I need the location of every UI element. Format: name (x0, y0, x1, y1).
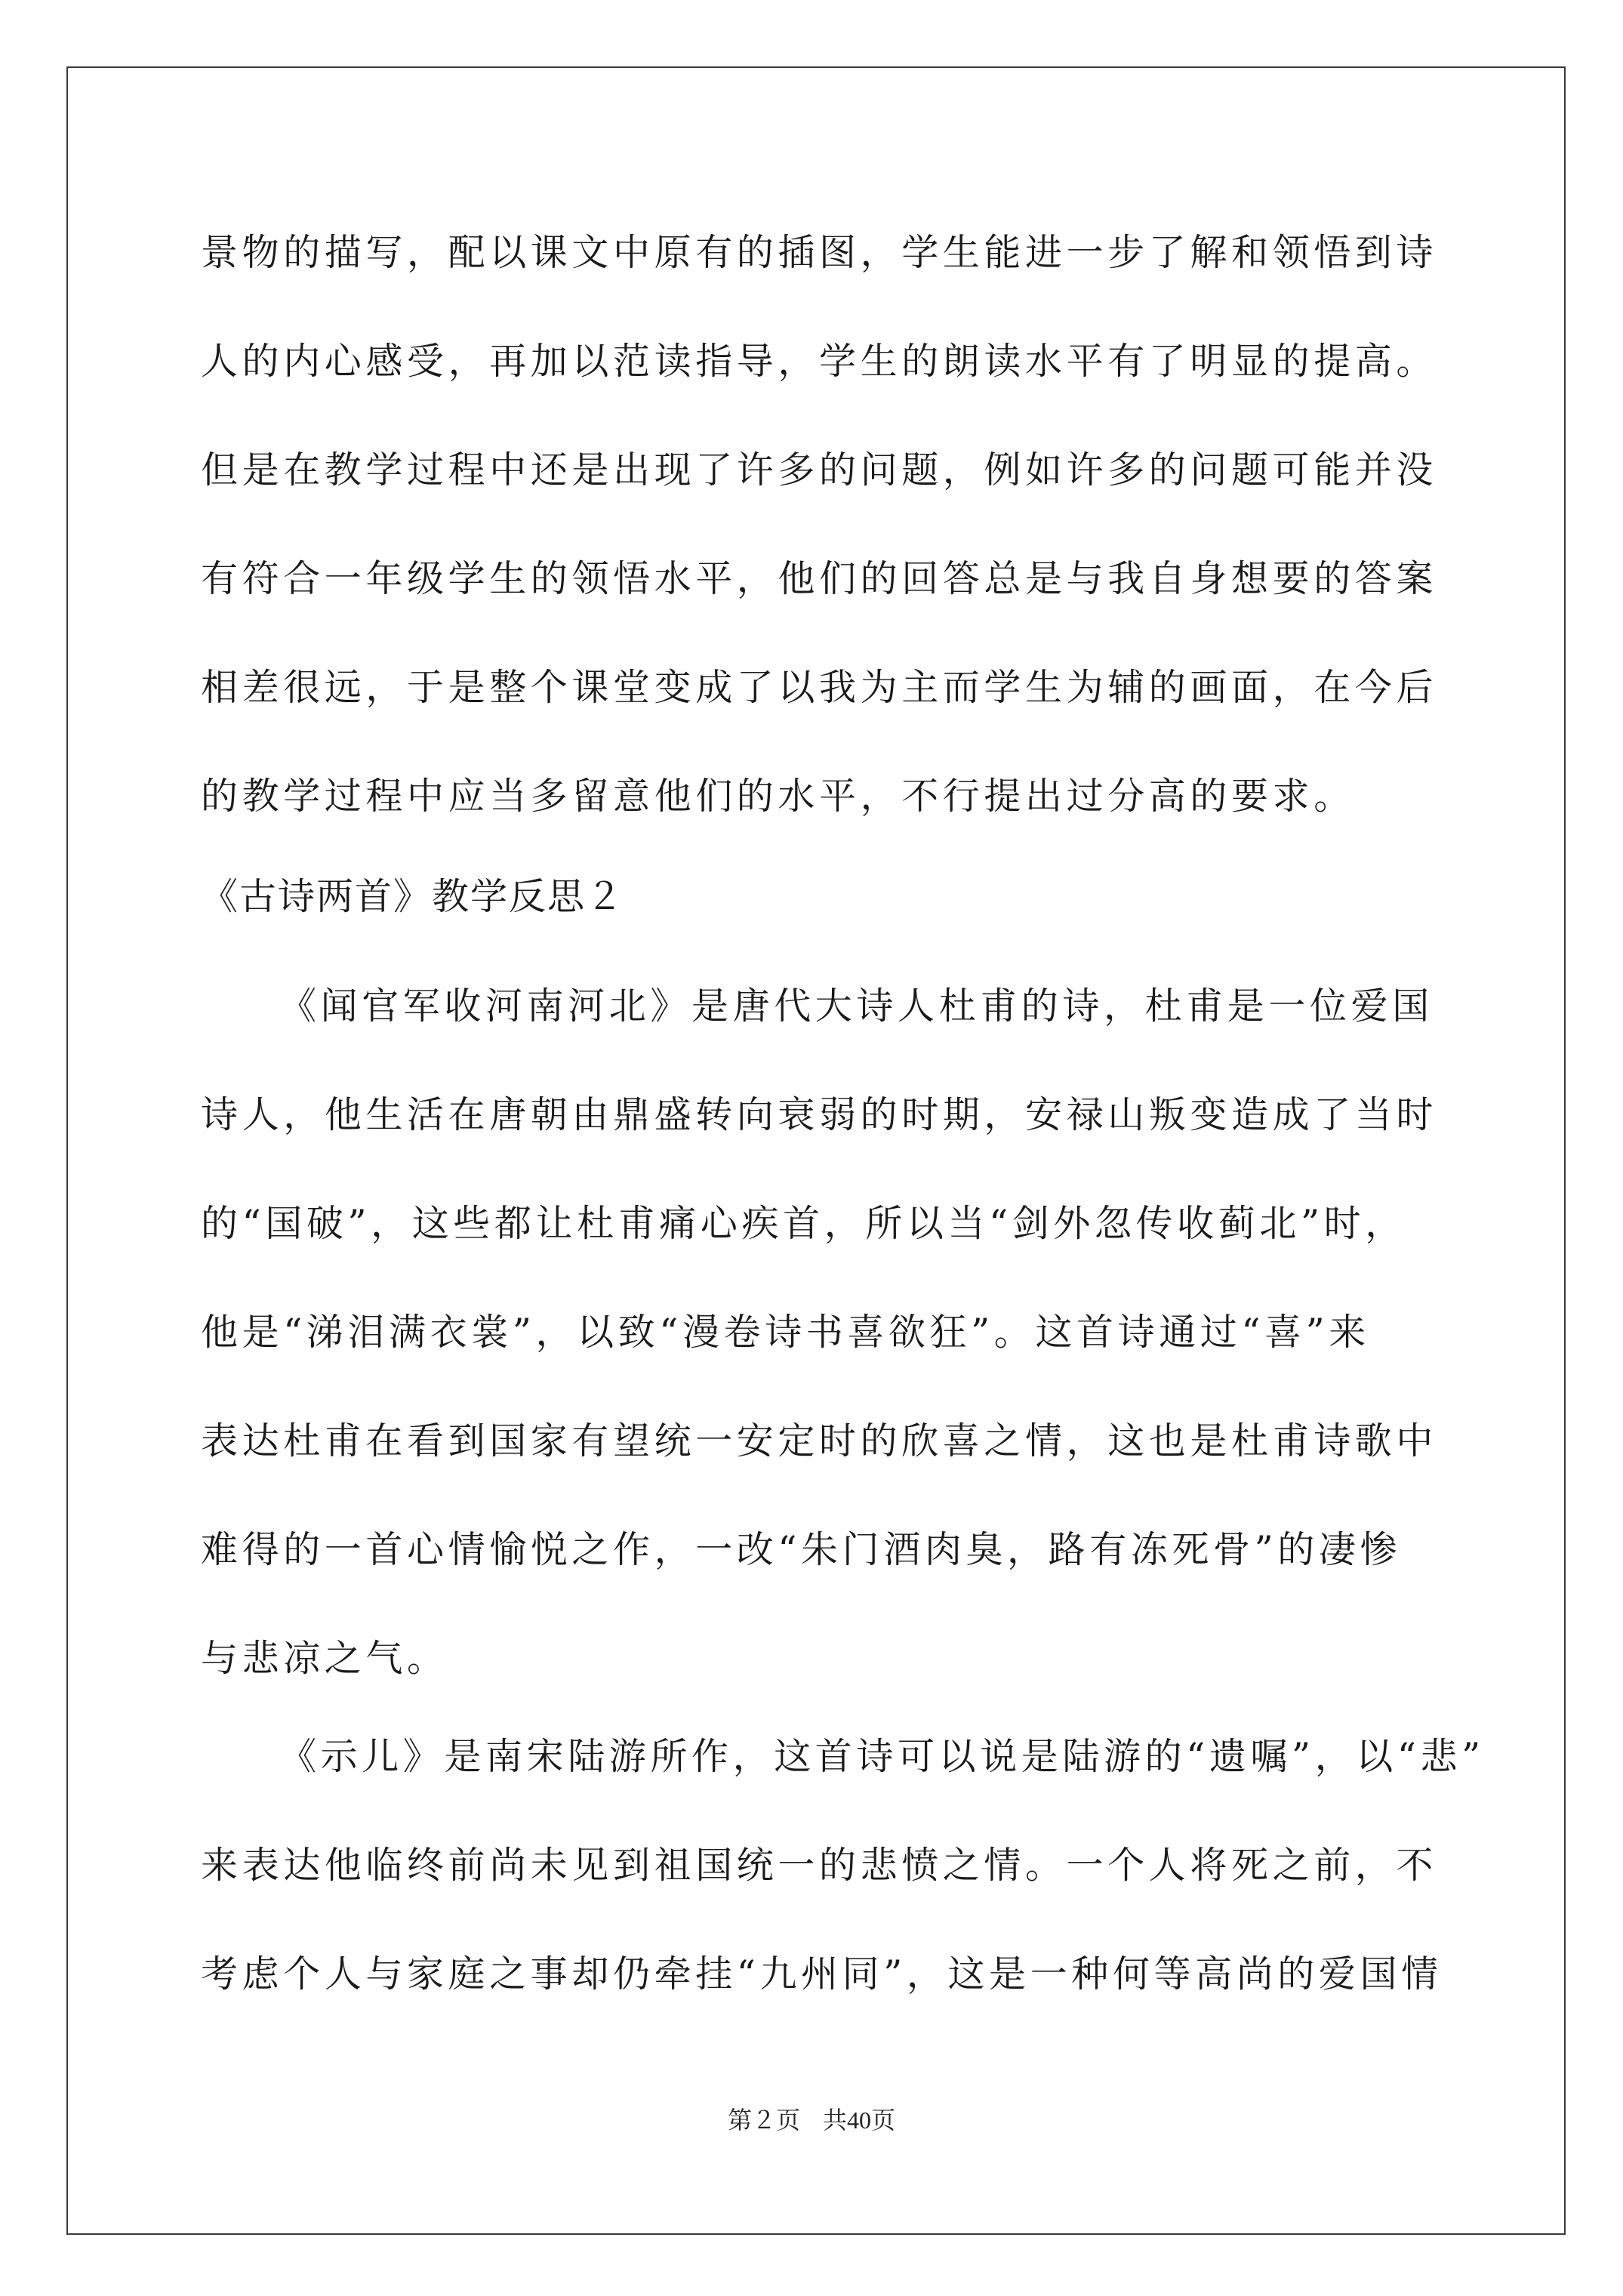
body-line: 诗人，他生活在唐朝由鼎盛转向衰弱的时期，安禄山叛变造成了当时 (201, 1093, 1438, 1136)
body-line: 《示儿》是南宋陆游所作，这首诗可以说是陆游的“遗嘱”，以“悲” (279, 1735, 1485, 1778)
body-line: 的“国破”，这些都让杜甫痛心疾首，所以当“剑外忽传收蓟北”时， (201, 1202, 1406, 1245)
body-line: 表达杜甫在看到国家有望统一安定时的欣喜之情，这也是杜甫诗歌中 (201, 1419, 1438, 1462)
body-line: 难得的一首心情愉悦之作，一改“朱门酒肉臭，路有冻死骨”的凄惨 (201, 1528, 1402, 1571)
page-total: 共40页 (823, 2106, 896, 2134)
body-line: 与悲凉之气。 (201, 1637, 448, 1680)
body-line: 但是在教学过程中还是出现了许多的问题，例如许多的问题可能并没 (201, 448, 1438, 492)
body-line: 人的内心感受，再加以范读指导，学生的朗读水平有了明显的提高。 (201, 340, 1438, 383)
body-line: 的教学过程中应当多留意他们的水平，不行提出过分高的要求。 (201, 775, 1355, 818)
body-line: 景物的描写，配以课文中原有的插图，学生能进一步了解和领悟到诗 (201, 231, 1438, 274)
body-line: 考虑个人与家庭之事却仍牵挂“九州同”，这是一种何等高尚的爱国情 (201, 1952, 1443, 1996)
page-border (66, 66, 1566, 2235)
body-line: 他是“涕泪满衣裳”，以致“漫卷诗书喜欲狂”。这首诗通过“喜”来 (201, 1311, 1370, 1354)
page-number: 第２页 (727, 2106, 800, 2134)
body-line: 有符合一年级学生的领悟水平，他们的回答总是与我自身想要的答案 (201, 557, 1438, 600)
section-heading: 《古诗两首》教学反思２ (201, 875, 625, 918)
body-line: 来表达他临终前尚未见到祖国统一的悲愤之情。一个人将死之前，不 (201, 1844, 1438, 1887)
page-footer (0, 2105, 1623, 2135)
body-line: 《闻官军收河南河北》是唐代大诗人杜甫的诗，杜甫是一位爱国 (279, 985, 1434, 1028)
body-line: 相差很远，于是整个课堂变成了以我为主而学生为辅的画面，在今后 (201, 666, 1438, 709)
